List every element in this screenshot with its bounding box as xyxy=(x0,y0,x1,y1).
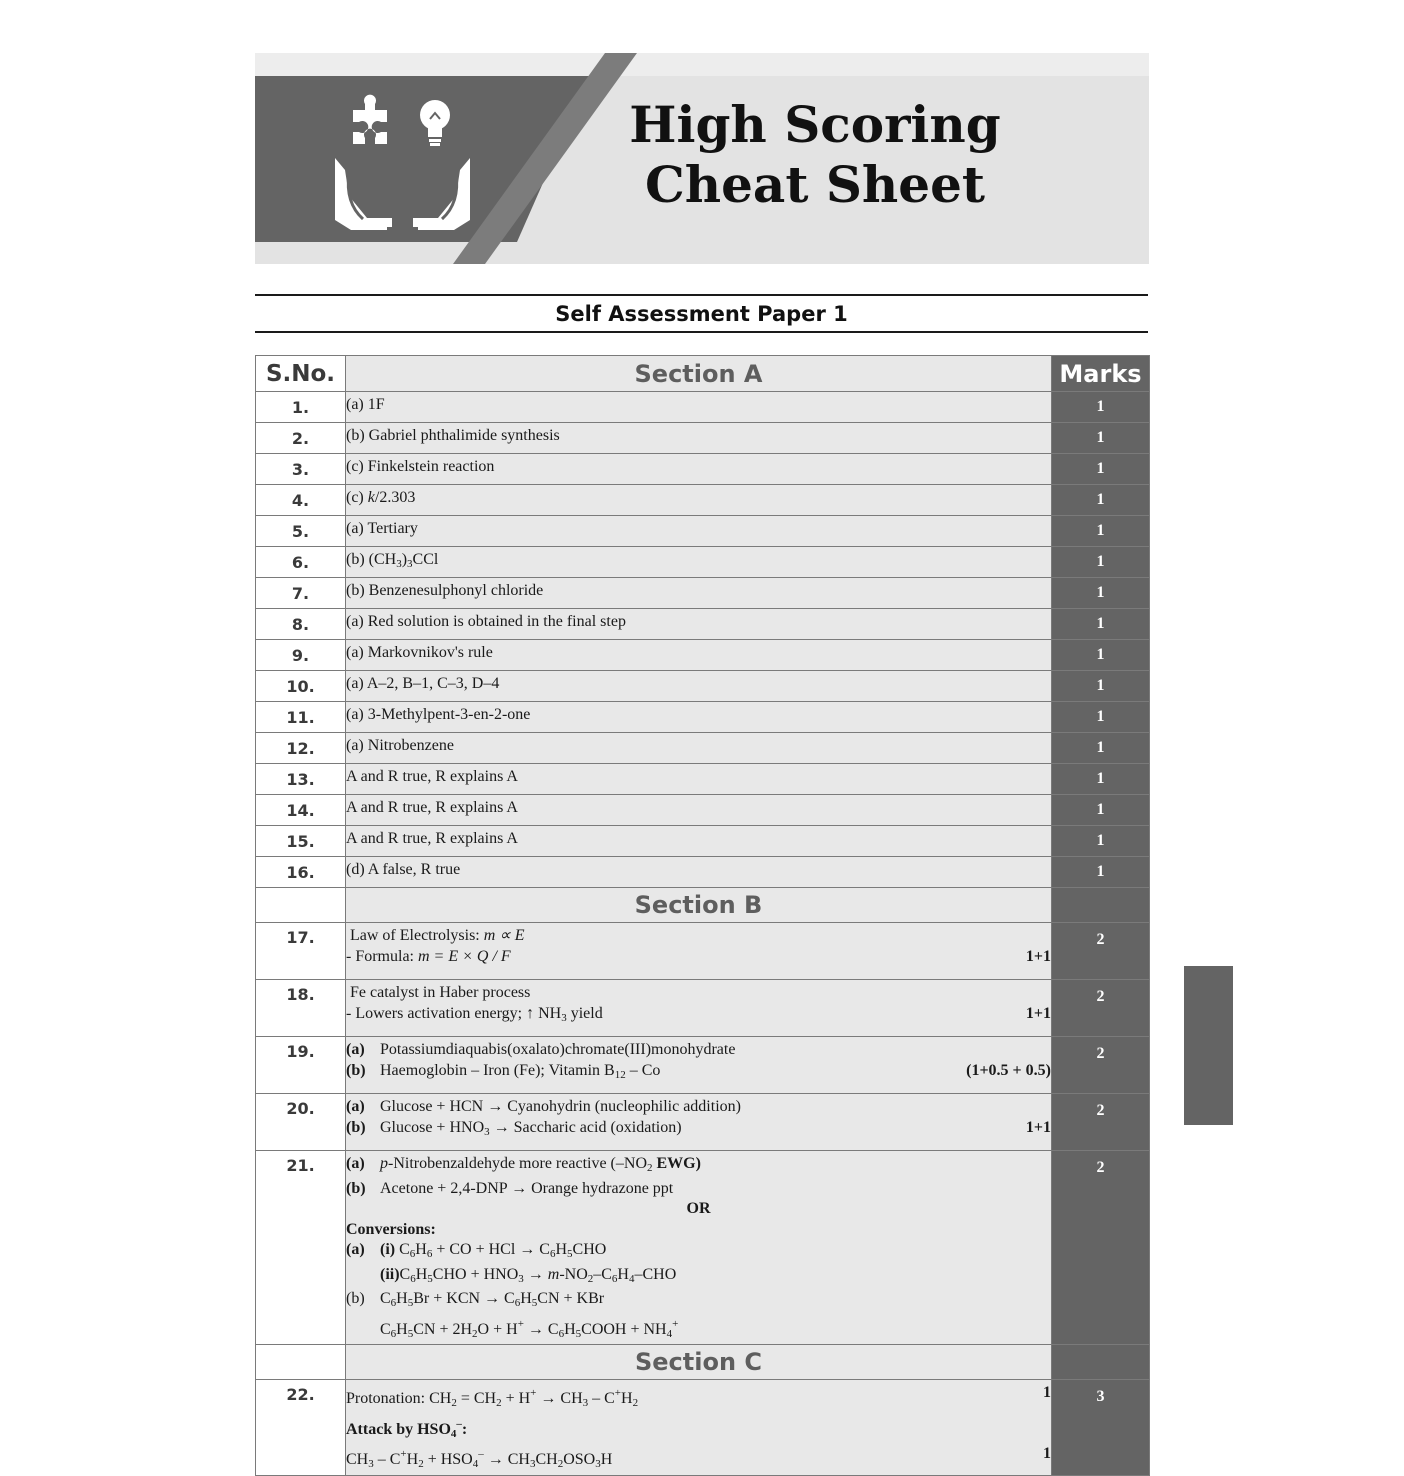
option-label: (b) xyxy=(346,1290,365,1307)
table-header-row xyxy=(256,356,1150,392)
answer-cell: (a) Markovnikov's rule xyxy=(346,640,1052,671)
answer-text: Glucose + HNO xyxy=(380,1118,485,1136)
table-row xyxy=(256,423,1150,454)
answer-mid: ) xyxy=(401,551,408,568)
answer-text: - Lowers activation energy; ↑ NH xyxy=(346,1004,562,1022)
paper-title: Self Assessment Paper 1 xyxy=(555,302,848,326)
sno-cell: 18. xyxy=(256,980,346,1037)
answer-line xyxy=(346,1289,1051,1314)
marks-cell: 2 xyxy=(1052,923,1150,980)
math-text: m = E × Q / F xyxy=(418,947,511,965)
marks-cell: 2 xyxy=(1052,1037,1150,1094)
answer-cell xyxy=(346,547,1052,578)
marks-cell: 1 xyxy=(1052,671,1150,702)
answer-cell: (a) A–2, B–1, C–3, D–4 xyxy=(346,671,1052,702)
sno-cell: 15. xyxy=(256,826,346,857)
answer-bold: EWG) xyxy=(652,1155,701,1172)
equation: $C_6H_5CN + 2H_2O + H^+$ → $C_6H_5COOH + NH_4^+$ xyxy=(380,1317,679,1340)
answer-cell: (a) Tertiary xyxy=(346,516,1052,547)
equation: Attack by $HSO_4^-$: xyxy=(346,1417,468,1440)
table-row xyxy=(256,1380,1150,1476)
sno-cell: 22. xyxy=(256,1380,346,1476)
option-label: (a) xyxy=(346,1155,365,1172)
table-row xyxy=(256,1151,1150,1345)
answer-line xyxy=(346,923,1051,947)
answer-cell xyxy=(346,1380,1052,1476)
equation: Protonation: $CH_2 = CH_2 + H^+ \to CH_3 - C^+H_2$ xyxy=(346,1387,639,1409)
answer-cell: (a) 3-Methylpent-3-en-2-one xyxy=(346,702,1052,733)
answer-line xyxy=(346,1179,1051,1200)
answer-line xyxy=(346,1061,1051,1086)
header-marks: Marks xyxy=(1052,356,1150,392)
answer-cell: (a) Nitrobenzene xyxy=(346,733,1052,764)
answer-line xyxy=(346,1004,1051,1029)
answer-line xyxy=(346,1118,1051,1143)
marks-cell: 1 xyxy=(1052,547,1150,578)
sno-cell: 12. xyxy=(256,733,346,764)
table-row xyxy=(256,578,1150,609)
para-prefix: p xyxy=(380,1155,388,1172)
table-row xyxy=(256,923,1150,980)
answer-line xyxy=(346,980,1051,1004)
answer-cell: (a) Red solution is obtained in the final step xyxy=(346,609,1052,640)
table-row xyxy=(256,640,1150,671)
answer-line xyxy=(346,1380,1051,1414)
sub-option-label: (i) xyxy=(380,1241,396,1258)
marks-cell: 1 xyxy=(1052,702,1150,733)
answer-cell: A and R true, R explains A xyxy=(346,764,1052,795)
answer-line xyxy=(346,1314,1051,1345)
option-label: (b) xyxy=(346,1061,366,1079)
banner-title-line1: High Scoring xyxy=(629,95,1001,154)
answer-rest: /2.303 xyxy=(374,489,416,506)
marks-cell: 1 xyxy=(1052,423,1150,454)
answer-text: – Co xyxy=(625,1061,661,1079)
sno-cell: 3. xyxy=(256,454,346,485)
answer-cell: (b) Benzenesulphonyl chloride xyxy=(346,578,1052,609)
table-row xyxy=(256,454,1150,485)
option-label: (b) xyxy=(346,1118,366,1136)
answer-cell: (c) Finkelstein reaction xyxy=(346,454,1052,485)
option-label: (b) xyxy=(346,1179,366,1197)
answer-line xyxy=(346,1094,1051,1118)
table-row xyxy=(256,764,1150,795)
marks-cell: 1 xyxy=(1052,764,1150,795)
table-row xyxy=(256,1037,1150,1094)
answer-line xyxy=(346,947,1051,968)
section-heading-row xyxy=(256,1345,1150,1380)
table-row xyxy=(256,826,1150,857)
empty-cell xyxy=(256,1345,346,1380)
marks-cell: 1 xyxy=(1052,485,1150,516)
marks-split: 1+1 xyxy=(1025,947,1051,965)
sno-cell: 10. xyxy=(256,671,346,702)
table-row xyxy=(256,702,1150,733)
bottom-rule xyxy=(255,331,1148,333)
equation: $CH_3 - C^+H_2 + HSO_4^- \to CH_3CH_2OSO_3H$ xyxy=(346,1448,613,1470)
answer-line xyxy=(346,1265,1051,1290)
answer-cell: (d) A false, R true xyxy=(346,857,1052,888)
answer-text: Glucose + HCN → Cyanohydrin (nucleophilic addition) xyxy=(380,1098,741,1115)
answer-line xyxy=(346,1037,1051,1061)
answer-text: Haemoglobin – Iron (Fe); Vitamin B xyxy=(380,1061,615,1079)
answer-text: yield xyxy=(566,1004,603,1022)
table-row xyxy=(256,547,1150,578)
table-row xyxy=(256,733,1150,764)
answer-cell xyxy=(346,1094,1052,1151)
banner-title-line2: Cheat Sheet xyxy=(644,155,986,214)
answer-cell xyxy=(346,1151,1052,1345)
sno-cell: 20. xyxy=(256,1094,346,1151)
answer-text: Law of Electrolysis: xyxy=(350,927,484,944)
marks-cell: 1 xyxy=(1052,857,1150,888)
marks-split: 1+1 xyxy=(1025,1118,1051,1136)
answer-line xyxy=(346,1240,1051,1265)
table-row xyxy=(256,857,1150,888)
section-heading-row xyxy=(256,888,1150,923)
table-row xyxy=(256,980,1150,1037)
equation: $C_6H_5CHO + HNO_3 \to m-NO_2-C_6H_4-CHO$ xyxy=(399,1265,677,1285)
answer-table xyxy=(255,355,1150,1476)
marks-cell: 1 xyxy=(1052,454,1150,485)
conversions-label: Conversions: xyxy=(346,1220,436,1238)
answer-text: - Formula: xyxy=(346,947,418,965)
subscript: 3 xyxy=(561,1011,567,1024)
sno-cell: 14. xyxy=(256,795,346,826)
marks-cell: 1 xyxy=(1052,578,1150,609)
header-sno: S.No. xyxy=(256,356,346,392)
marks-cell: 2 xyxy=(1052,1094,1150,1151)
table-row xyxy=(256,516,1150,547)
sno-cell: 17. xyxy=(256,923,346,980)
section-b-heading: Section B xyxy=(346,888,1052,923)
answer-text: -Nitrobenzaldehyde more reactive (–NO xyxy=(388,1155,647,1172)
answer-cell: (b) Gabriel phthalimide synthesis xyxy=(346,423,1052,454)
marks-cell: 1 xyxy=(1052,826,1150,857)
header-section-a: Section A xyxy=(346,356,1052,392)
answer-cell xyxy=(346,485,1052,516)
sno-cell: 21. xyxy=(256,1151,346,1345)
top-rule xyxy=(255,294,1148,296)
sno-cell: 19. xyxy=(256,1037,346,1094)
answer-line xyxy=(346,1444,1051,1475)
empty-cell xyxy=(256,888,346,923)
rate-constant-symbol: k xyxy=(367,489,375,506)
sub-option-label: (ii) xyxy=(380,1265,400,1283)
marks-cell: 2 xyxy=(1052,980,1150,1037)
marks-cell: 1 xyxy=(1052,392,1150,423)
answer-cell: A and R true, R explains A xyxy=(346,795,1052,826)
marks-split: 1+1 xyxy=(1025,1004,1051,1022)
option-label: (a) xyxy=(346,1041,365,1058)
empty-marks-cell xyxy=(1052,888,1150,923)
option-label: (a) xyxy=(346,1241,365,1258)
empty-marks-cell xyxy=(1052,1345,1150,1380)
subscript: 3 xyxy=(396,558,402,570)
or-divider xyxy=(346,1199,1051,1220)
answer-text: Acetone + 2,4-DNP → Orange hydrazone ppt xyxy=(380,1179,674,1197)
sno-cell: 13. xyxy=(256,764,346,795)
subscript: 3 xyxy=(484,1125,490,1138)
marks-cell: 1 xyxy=(1052,795,1150,826)
marks-cell: 2 xyxy=(1052,1151,1150,1345)
table-row xyxy=(256,485,1150,516)
answer-prefix: (c) xyxy=(346,489,368,506)
sno-cell: 2. xyxy=(256,423,346,454)
sno-cell: 8. xyxy=(256,609,346,640)
marks-split: 1 xyxy=(1043,1384,1051,1401)
side-tab xyxy=(1184,966,1233,1125)
sno-cell: 16. xyxy=(256,857,346,888)
answer-cell xyxy=(346,980,1052,1037)
sno-cell: 6. xyxy=(256,547,346,578)
subscript: 3 xyxy=(407,558,413,570)
marks-cell: 1 xyxy=(1052,733,1150,764)
marks-split: 1 xyxy=(1043,1445,1051,1462)
math-text: m ∝ E xyxy=(483,927,525,944)
table-row xyxy=(256,1094,1150,1151)
answer-text: → Saccharic acid (oxidation) xyxy=(489,1118,682,1136)
answer-line xyxy=(346,1414,1051,1445)
answer-prefix: (b) (CH xyxy=(346,551,397,568)
marks-cell: 1 xyxy=(1052,609,1150,640)
answer-cell xyxy=(346,1037,1052,1094)
sno-cell: 1. xyxy=(256,392,346,423)
answer-cell: A and R true, R explains A xyxy=(346,826,1052,857)
sno-cell: 9. xyxy=(256,640,346,671)
banner-title xyxy=(585,95,1045,215)
answer-cell xyxy=(346,923,1052,980)
marks-cell: 1 xyxy=(1052,640,1150,671)
equation: $C_6H_6$ + CO + HCl → $C_6H_5CHO$ xyxy=(399,1241,607,1260)
subscript: 12 xyxy=(614,1068,626,1081)
subscript: 2 xyxy=(647,1162,653,1174)
or-text: OR xyxy=(686,1200,711,1217)
answer-text: Fe catalyst in Haber process xyxy=(350,984,531,1001)
sno-cell: 4. xyxy=(256,485,346,516)
sno-cell: 11. xyxy=(256,702,346,733)
marks-cell: 3 xyxy=(1052,1380,1150,1476)
answer-cell: (a) 1F xyxy=(346,392,1052,423)
equation: $C_6H_5Br$ + KCN → $C_6H_5CN$ + KBr xyxy=(380,1290,605,1309)
option-label: (a) xyxy=(346,1098,365,1115)
answer-text: Potassiumdiaquabis(oxalato)chromate(III)monohydrate xyxy=(380,1041,736,1058)
table-row xyxy=(256,392,1150,423)
sno-cell: 7. xyxy=(256,578,346,609)
table-row xyxy=(256,609,1150,640)
table-row xyxy=(256,795,1150,826)
conversions-heading xyxy=(346,1220,1051,1241)
answer-line xyxy=(346,1151,1051,1179)
banner xyxy=(255,53,1149,264)
section-c-heading: Section C xyxy=(346,1345,1052,1380)
answer-rest: CCl xyxy=(412,551,439,568)
sno-cell: 5. xyxy=(256,516,346,547)
marks-split: (1+0.5 + 0.5) xyxy=(966,1061,1051,1079)
marks-cell: 1 xyxy=(1052,516,1150,547)
table-row xyxy=(256,671,1150,702)
